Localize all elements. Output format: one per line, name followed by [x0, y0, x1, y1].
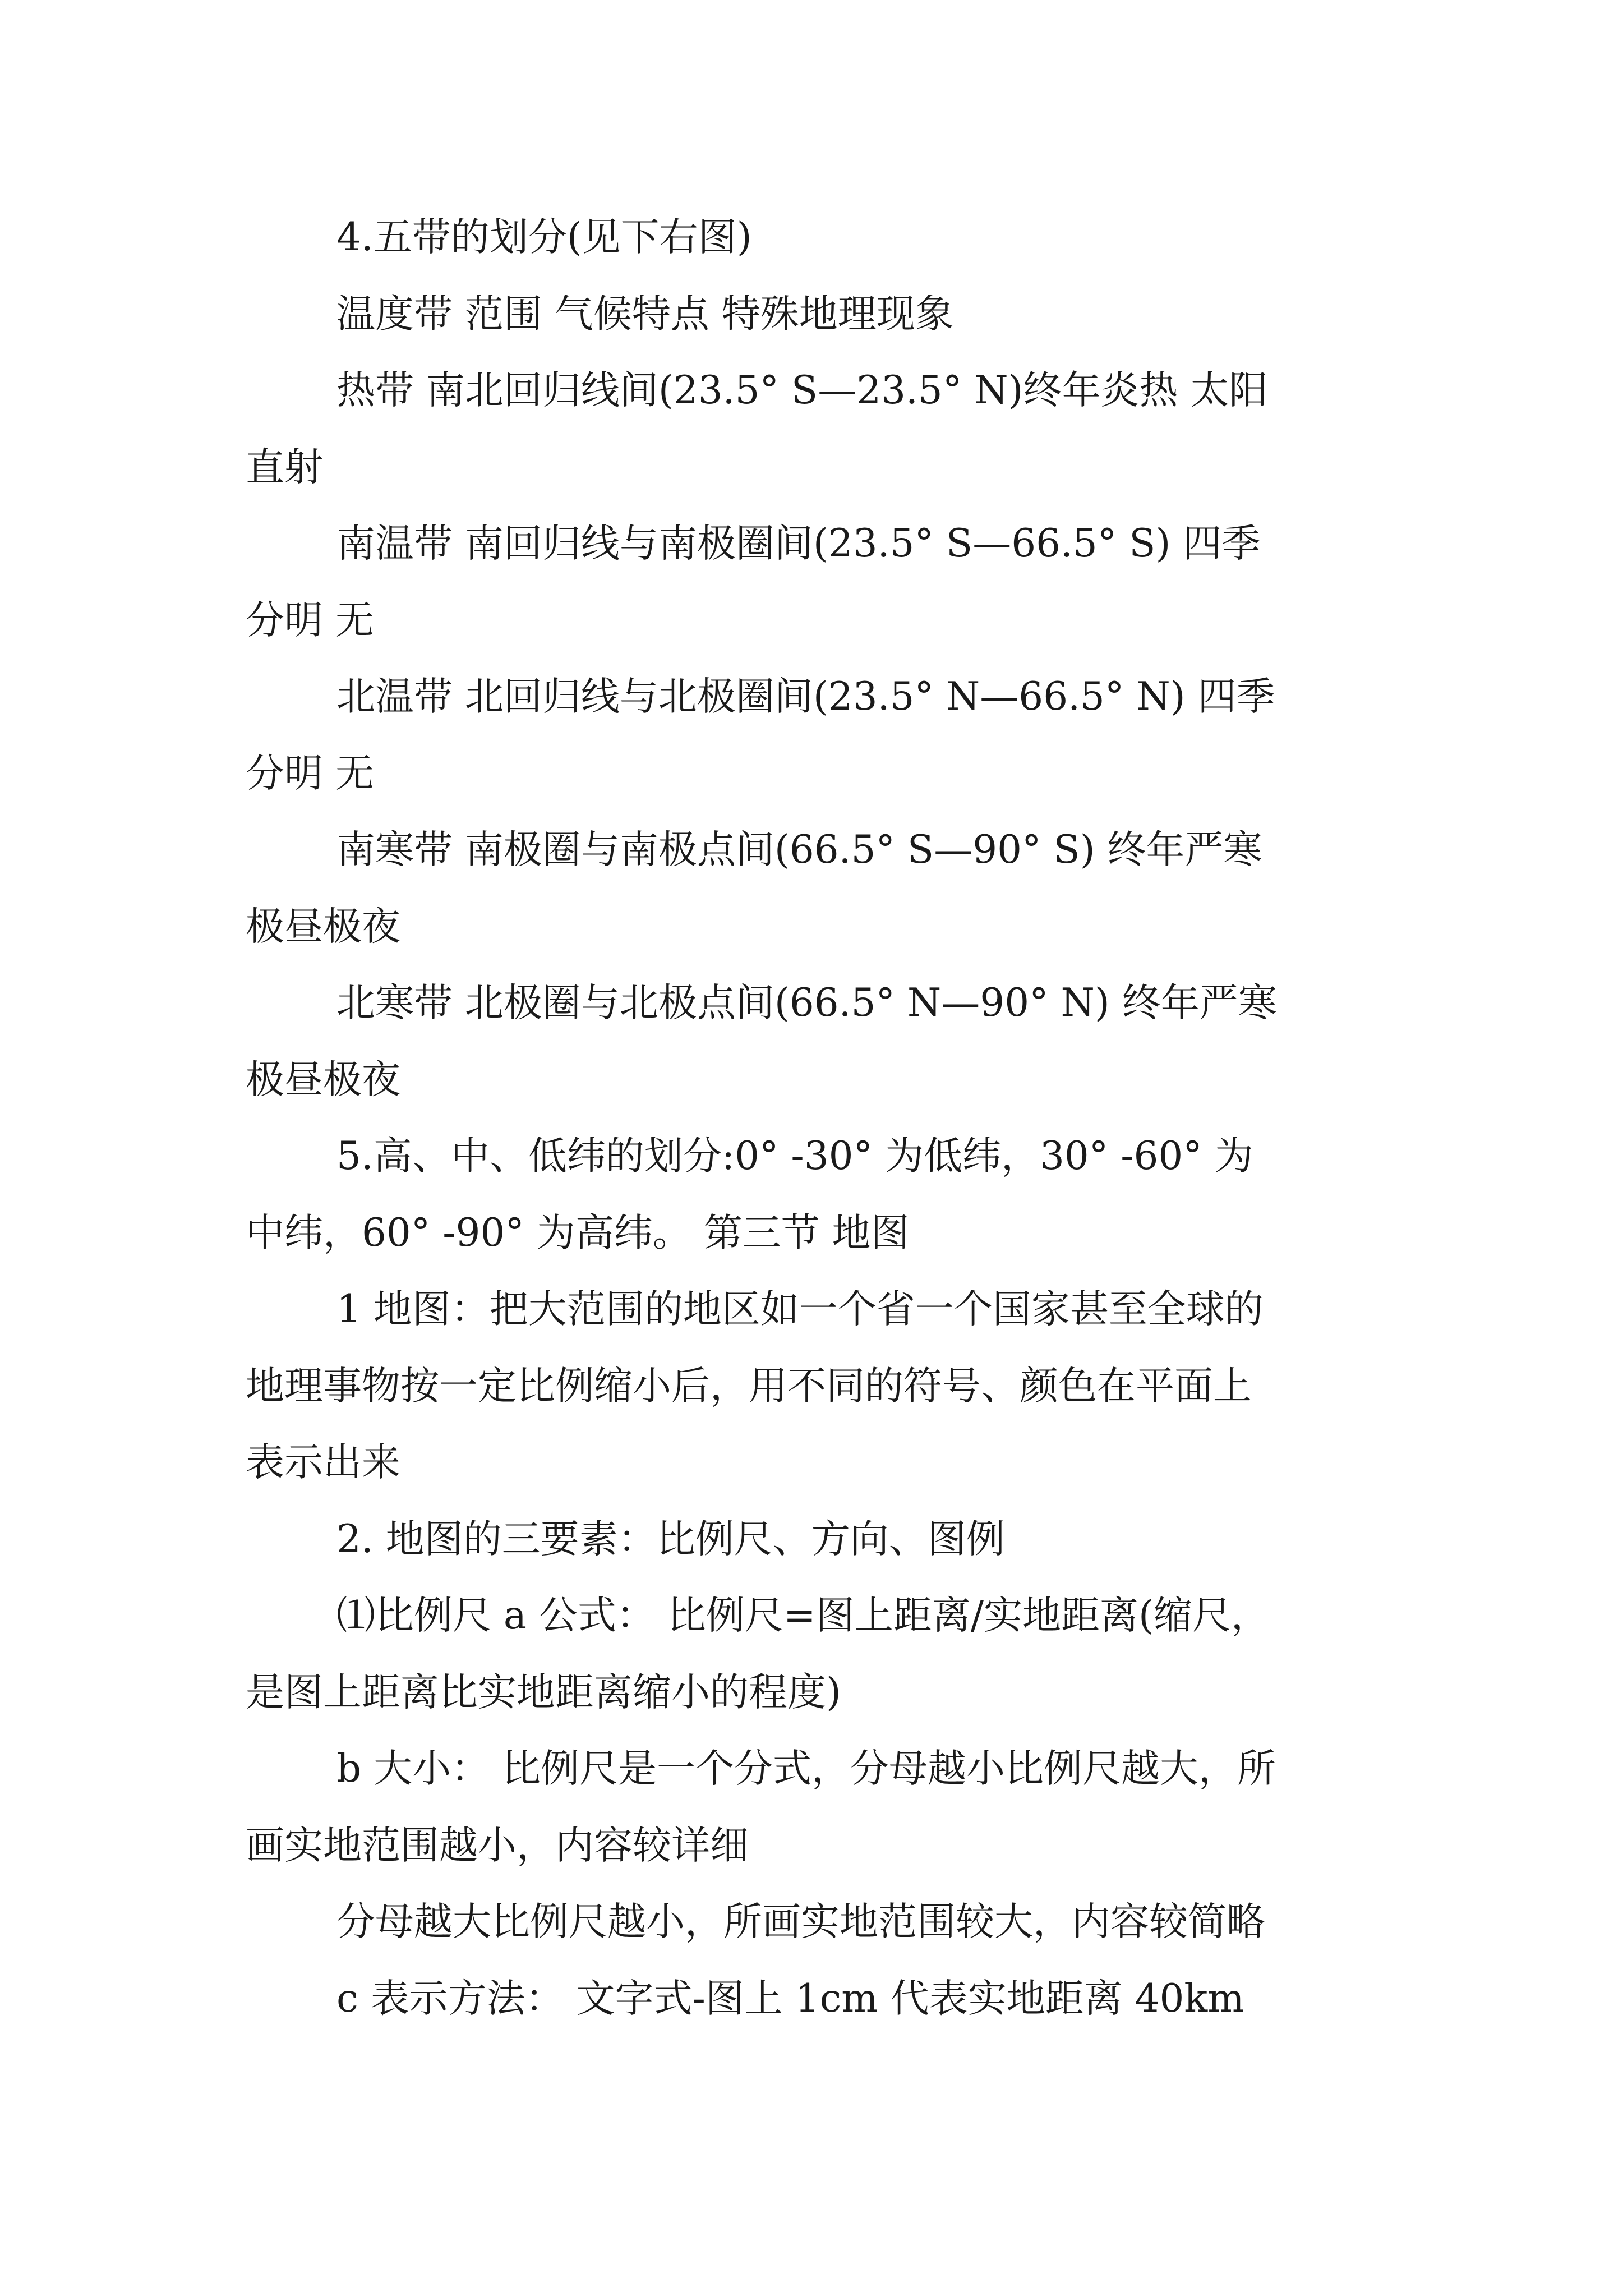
- text-line: 是图上距离比实地距离缩小的程度): [246, 1669, 841, 1715]
- document-body: [246, 199, 1378, 2037]
- text-line: 北温带 北回归线与北极圈间(23.5° N—66.5° N) 四季: [336, 674, 1275, 719]
- text-line: 分母越大比例尺越小，所画实地范围较大，内容较简略: [336, 1899, 1265, 1944]
- text-line: 热带 南北回归线间(23.5° S—23.5° N)终年炎热 太阳: [336, 368, 1268, 413]
- text-line: b 大小： 比例尺是一个分式，分母越小比例尺越大，所: [336, 1746, 1276, 1791]
- text-line: 2. 地图的三要素：比例尺、方向、图例: [336, 1516, 1005, 1562]
- text-line: 中纬，60° -90° 为高纬。 第三节 地图: [246, 1210, 910, 1255]
- text-line: 地理事物按一定比例缩小后，用不同的符号、颜色在平面上: [246, 1363, 1252, 1409]
- text-line: 5.高、中、低纬的划分:0° -30° 为低纬，30° -60° 为: [336, 1134, 1253, 1179]
- text-line: 南寒带 南极圈与南极点间(66.5° S—90° S) 终年严寒: [336, 827, 1262, 872]
- text-line: 分明 无: [246, 751, 374, 796]
- text-line: 温度带 范围 气候特点 特殊地理现象: [336, 291, 954, 337]
- text-line: 极昼极夜: [246, 1057, 400, 1102]
- text-line: 表示出来: [246, 1440, 400, 1485]
- text-line: 南温带 南回归线与南极圈间(23.5° S—66.5° S) 四季: [336, 521, 1261, 566]
- text-line: 画实地范围越小，内容较详细: [246, 1823, 749, 1868]
- text-line: 北寒带 北极圈与北极点间(66.5° N—90° N) 终年严寒: [336, 981, 1277, 1025]
- text-line: 分明 无: [246, 597, 374, 643]
- text-line: 极昼极夜: [246, 904, 400, 949]
- text-line: 1 地图：把大范围的地区如一个省一个国家甚至全球的: [336, 1287, 1264, 1332]
- text-line: 4.五带的划分(见下右图): [336, 215, 752, 260]
- text-line: 直射: [246, 444, 323, 490]
- text-line: ⑴比例尺 a 公式： 比例尺=图上距离/实地距离(缩尺，: [336, 1593, 1270, 1638]
- text-line: c 表示方法： 文字式-图上 1cm 代表实地距离 40km: [336, 1976, 1244, 2021]
